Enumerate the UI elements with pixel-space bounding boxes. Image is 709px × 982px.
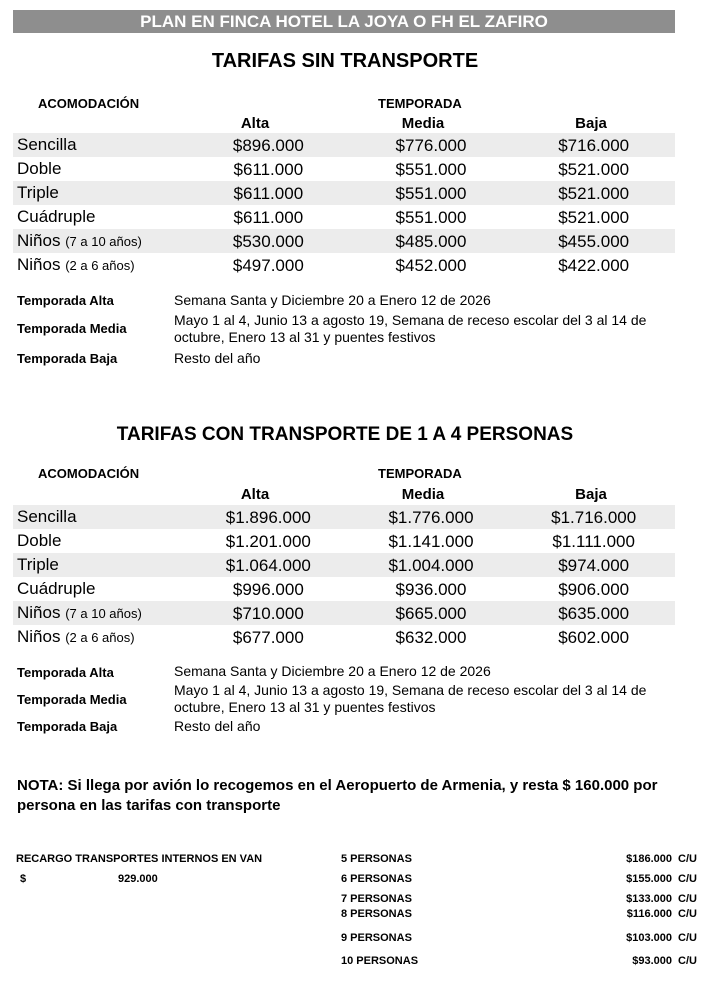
rate-alta: $497.000 <box>232 255 304 275</box>
airport-note: NOTA: Si llega por avión lo recogemos en el Aeropuerto de Armenia, y resta $ 160.000 por persona en las tarifas con transporte <box>17 777 658 814</box>
rate-media: $551.000 <box>350 181 513 205</box>
rates-table-sin-transporte <box>13 133 675 277</box>
season-desc-media: Mayo 1 al 4, Junio 13 a agosto 19, Semana de receso escolar del 3 al 14 de octubre, Enero 13 al 31 y puentes festivos <box>174 312 647 345</box>
rate-alta: $1.064.000 <box>187 553 350 577</box>
header-bar <box>13 10 675 33</box>
row-label: Triple <box>13 553 187 577</box>
rate-media: $665.000 <box>350 601 513 625</box>
rate-baja: $1.716.000 <box>512 505 675 529</box>
recargo-label-6: 6 PERSONAS <box>341 873 412 885</box>
rate-alta: $1.201.000 <box>225 531 311 551</box>
table-row <box>13 157 675 181</box>
recargo-label-7: 7 PERSONAS <box>341 893 412 905</box>
rates-table-con-transporte <box>13 505 675 649</box>
rate-media: $452.000 <box>395 255 467 275</box>
section1-col-media: Media <box>401 115 445 132</box>
rate-baja: $521.000 <box>558 207 630 227</box>
section2-title: TARIFAS CON TRANSPORTE DE 1 A 4 PERSONAS <box>116 424 574 445</box>
rate-alta: $1.896.000 <box>187 505 350 529</box>
recargo-label-8: 8 PERSONAS <box>341 908 412 920</box>
recargo-unit-7: C/U <box>678 893 697 905</box>
row-label: Doble <box>17 531 62 550</box>
rate-baja: $521.000 <box>558 159 630 179</box>
recargo-value-8: $116.000 <box>626 908 672 920</box>
table-row <box>13 553 675 577</box>
recargo-label-9: 9 PERSONAS <box>341 932 412 944</box>
recargo-title: RECARGO TRANSPORTES INTERNOS EN VAN <box>16 853 263 865</box>
rate-media: $936.000 <box>395 579 467 599</box>
table-row <box>13 181 675 205</box>
table-row <box>13 601 675 625</box>
season-label-baja: Temporada Baja <box>17 351 118 366</box>
recargo-unit-10: C/U <box>678 955 697 967</box>
row-label: Niños (2 a 6 años) <box>17 627 135 646</box>
row-label: Sencilla <box>13 133 187 157</box>
rate-alta: $896.000 <box>187 133 350 157</box>
recargo-unit-9: C/U <box>678 932 697 944</box>
recargo-label-10: 10 PERSONAS <box>341 955 419 967</box>
recargo-label-5: 5 PERSONAS <box>341 853 412 865</box>
row-label: Doble <box>17 159 62 178</box>
rate-baja: $455.000 <box>512 229 675 253</box>
section2-acomodacion-label: ACOMODACIÓN <box>38 466 140 481</box>
rate-baja: $602.000 <box>558 627 630 647</box>
rate-alta: $611.000 <box>187 181 350 205</box>
row-label: Sencilla <box>13 505 187 529</box>
section2-col-media: Media <box>401 486 445 503</box>
row-label: Niños (7 a 10 años) <box>13 229 187 253</box>
section1-col-baja: Baja <box>575 115 607 132</box>
section1-col-alta: Alta <box>240 115 270 132</box>
rate-media: $776.000 <box>350 133 513 157</box>
rate-baja: $1.111.000 <box>552 531 635 551</box>
rate-baja: $635.000 <box>512 601 675 625</box>
table-row <box>13 205 675 229</box>
section1-acomodacion-label: ACOMODACIÓN <box>38 96 140 111</box>
rate-alta: $677.000 <box>232 627 304 647</box>
recargo-value-9: $103.000 <box>626 932 672 944</box>
rate-baja: $974.000 <box>512 553 675 577</box>
rate-media: $551.000 <box>395 207 467 227</box>
row-label: Niños (7 a 10 años) <box>13 601 187 625</box>
row-label: Niños (2 a 6 años) <box>17 255 135 274</box>
section2-temporada-label: TEMPORADA <box>378 466 462 481</box>
season-desc-baja: Resto del año <box>174 350 261 366</box>
rate-alta: $996.000 <box>232 579 304 599</box>
season-desc-media-2: Mayo 1 al 4, Junio 13 a agosto 19, Semana de receso escolar del 3 al 14 de octubre, Enero 13 al 31 y puentes festivos <box>174 682 647 715</box>
recargo-value-5: $186.000 <box>626 853 672 865</box>
recargo-unit-8: C/U <box>678 908 697 920</box>
rate-baja: $521.000 <box>512 181 675 205</box>
rate-media: $1.004.000 <box>350 553 513 577</box>
recargo-amount: 929.000 <box>118 873 158 885</box>
rate-media: $1.776.000 <box>350 505 513 529</box>
table-row <box>13 505 675 529</box>
rate-alta: $710.000 <box>187 601 350 625</box>
rate-baja: $422.000 <box>558 255 630 275</box>
section1-title: TARIFAS SIN TRANSPORTE <box>211 50 479 72</box>
row-label: Cuádruple <box>17 207 96 226</box>
rate-alta: $611.000 <box>233 159 304 179</box>
section2-col-baja: Baja <box>575 486 607 503</box>
rate-baja: $906.000 <box>558 579 630 599</box>
rate-media: $485.000 <box>350 229 513 253</box>
rate-alta: $530.000 <box>187 229 350 253</box>
table-row <box>13 133 675 157</box>
recargo-value-6: $155.000 <box>626 873 672 885</box>
season-label-media: Temporada Media <box>17 321 127 336</box>
season-desc-baja-2: Resto del año <box>174 718 261 734</box>
season-label-alta: Temporada Alta <box>17 293 114 308</box>
recargo-value-7: $133.000 <box>626 893 672 905</box>
table-row <box>13 253 675 277</box>
table-row <box>13 625 675 649</box>
season-desc-alta-2: Semana Santa y Diciembre 20 a Enero 12 de 2026 <box>174 663 491 679</box>
season-label-baja-2: Temporada Baja <box>17 719 118 734</box>
recargo-currency: $ <box>20 873 27 885</box>
recargo-unit-5: C/U <box>678 853 697 865</box>
recargo-value-10: $93.000 <box>632 955 672 967</box>
rate-media: $1.141.000 <box>388 531 474 551</box>
row-label: Triple <box>13 181 187 205</box>
page-title: PLAN EN FINCA HOTEL LA JOYA O FH EL ZAFIRO <box>140 12 548 31</box>
section2-col-alta: Alta <box>240 486 270 503</box>
row-label: Cuádruple <box>17 579 96 598</box>
season-label-media-2: Temporada Media <box>17 692 127 707</box>
rate-alta: $611.000 <box>233 207 304 227</box>
table-row <box>13 577 675 601</box>
season-label-alta-2: Temporada Alta <box>17 665 114 680</box>
rate-baja: $716.000 <box>512 133 675 157</box>
section1-temporada-label: TEMPORADA <box>378 96 462 111</box>
rate-media: $632.000 <box>395 627 467 647</box>
season-desc-alta: Semana Santa y Diciembre 20 a Enero 12 de 2026 <box>174 292 491 308</box>
table-row <box>13 229 675 253</box>
recargo-unit-6: C/U <box>678 873 697 885</box>
table-row <box>13 529 675 553</box>
rate-media: $551.000 <box>395 159 467 179</box>
